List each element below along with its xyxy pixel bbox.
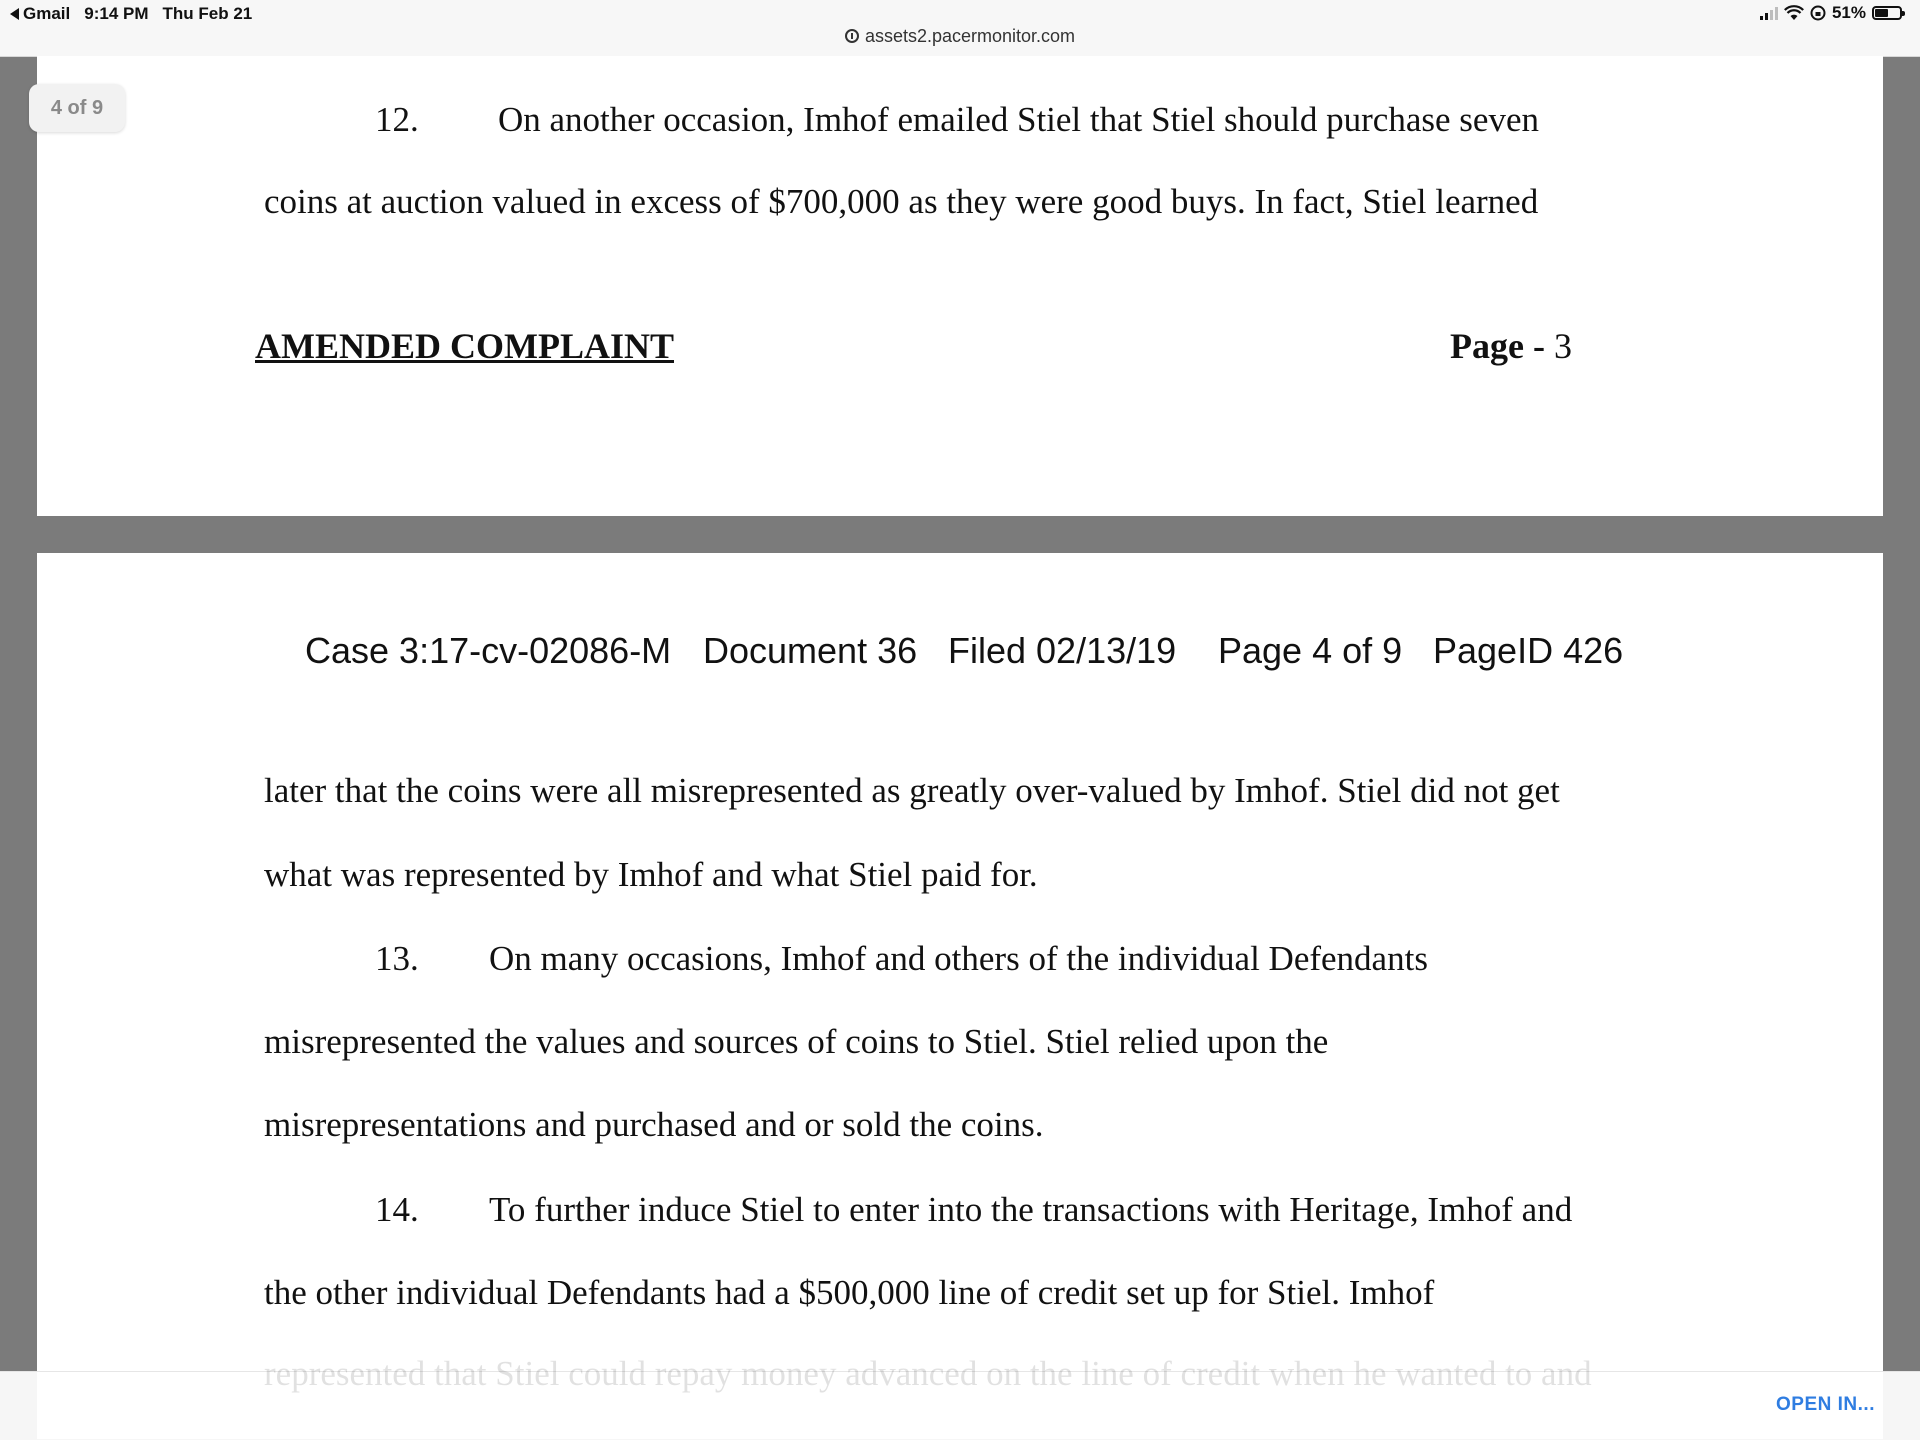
filed-date: Filed 02/13/19 (948, 630, 1177, 671)
battery-percent: 51% (1831, 3, 1866, 22)
url-domain: assets2.pacermonitor.com (864, 26, 1076, 46)
para12-line-1: On another occasion, Imhof emailed Stiel that Stiel should purchase seven (498, 100, 1539, 139)
rotation-lock-icon (1810, 5, 1826, 21)
page-of-total: Page 4 of 9 (1218, 630, 1403, 671)
back-app-label: Gmail (23, 4, 71, 23)
back-arrow-icon (10, 8, 19, 20)
footer-document-title: AMENDED COMPLAINT (255, 326, 674, 366)
page4-line-2: what was represented by Imhof and what Stiel paid for. (264, 855, 1038, 894)
footer-page-label: Page - (1450, 326, 1545, 366)
document-number: Document 36 (703, 630, 918, 671)
cellular-signal-icon (1760, 6, 1778, 20)
paragraph-number-12: 12. (375, 100, 419, 139)
paragraph-number-14: 14. (375, 1190, 419, 1229)
para14-line-1: To further induce Stiel to enter into the transactions with Heritage, Imhof and (489, 1190, 1573, 1229)
para12-line-2: coins at auction valued in excess of $700,000 as they were good buys. In fact, Stiel learned (264, 182, 1539, 221)
battery-icon (1872, 6, 1902, 20)
para14-line-3-partial: represented that Stiel could repay money advanced on the line of credit when he wanted to and (264, 1354, 1592, 1393)
open-in-button[interactable]: OPEN IN... (1776, 1394, 1875, 1415)
status-bar-right (1760, 3, 1902, 23)
page-id: PageID 426 (1433, 630, 1624, 671)
footer-page-number (1450, 325, 1572, 367)
para13-line-1: On many occasions, Imhof and others of the individual Defendants (489, 939, 1428, 978)
browser-top-bar (0, 0, 1920, 57)
status-bar-left (10, 4, 252, 24)
case-number: Case 3:17-cv-02086-M (305, 630, 672, 671)
para13-line-2: misrepresented the values and sources of coins to Stiel. Stiel relied upon the (264, 1022, 1329, 1061)
status-time: 9:14 PM (84, 4, 149, 23)
page4-line-1: later that the coins were all misrepresented as greatly over-valued by Imhof. Stiel did not get (264, 771, 1560, 810)
wifi-icon (1784, 5, 1804, 21)
footer-page-value: 3 (1553, 326, 1572, 366)
status-date: Thu Feb 21 (162, 4, 253, 23)
paragraph-number-13: 13. (375, 939, 419, 978)
info-icon (845, 29, 859, 43)
para13-line-3: misrepresentations and purchased and or sold the coins. (264, 1105, 1044, 1144)
page-counter-badge: 4 of 9 (29, 84, 125, 132)
back-to-app-button[interactable] (10, 4, 70, 24)
url-bar[interactable] (0, 26, 1920, 47)
para14-line-2: the other individual Defendants had a $500,000 line of credit set up for Stiel. Imhof (264, 1273, 1435, 1312)
